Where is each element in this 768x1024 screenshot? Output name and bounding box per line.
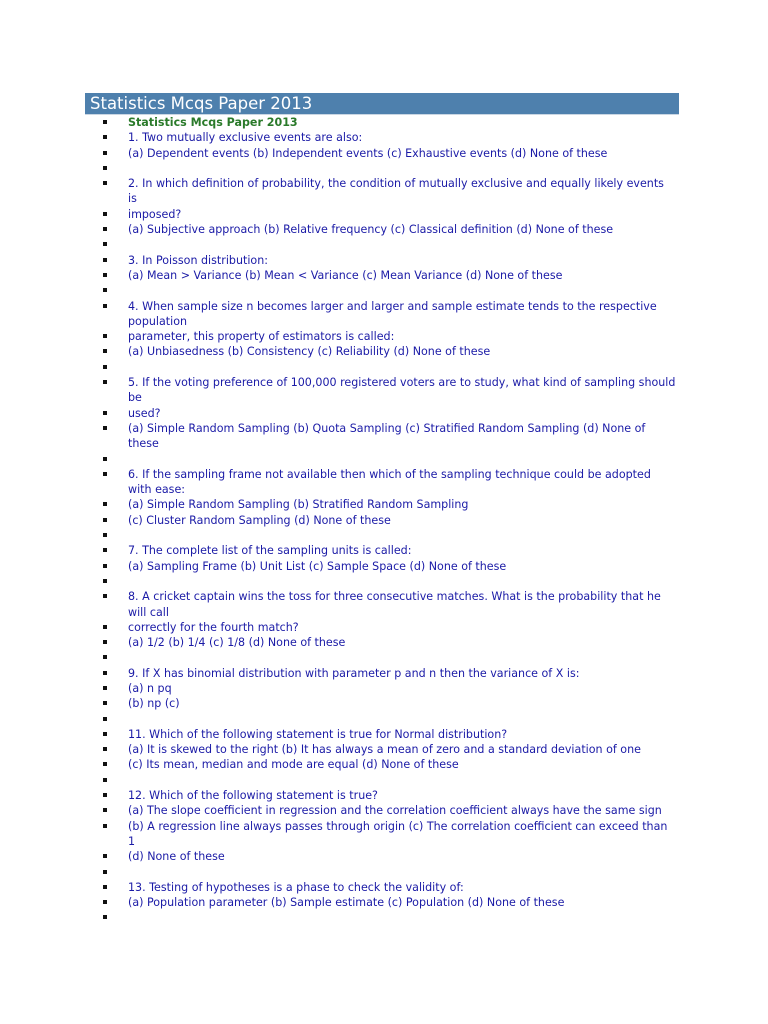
bullet-icon bbox=[103, 655, 107, 659]
list-item bbox=[0, 773, 676, 788]
bullet-icon bbox=[103, 762, 107, 766]
list-item bbox=[0, 452, 676, 467]
page-title: Statistics Mcqs Paper 2013 bbox=[85, 93, 679, 114]
list-item bbox=[0, 283, 676, 298]
bullet-icon bbox=[103, 778, 107, 782]
list-item-text: (a) n pq bbox=[128, 681, 172, 695]
bullet-icon bbox=[103, 120, 107, 124]
list-item-text: 12. Which of the following statement is true? bbox=[128, 789, 378, 803]
bullet-icon bbox=[103, 579, 107, 583]
bullet-icon bbox=[103, 885, 107, 889]
list-item-text: (b) np (c) bbox=[128, 697, 180, 711]
list-item-text: (a) It is skewed to the right (b) It has always a mean of zero and a standard deviation of one bbox=[128, 743, 641, 757]
bullet-icon bbox=[103, 915, 107, 919]
list-item-text: 11. Which of the following statement is true for Normal distribution? bbox=[128, 727, 508, 741]
list-item-text: (b) A regression line always passes through origin (c) The correlation coefficient can exceed than 1 bbox=[128, 819, 668, 848]
list-item bbox=[0, 130, 676, 145]
list-item bbox=[0, 574, 676, 589]
list-item bbox=[0, 406, 676, 421]
list-item bbox=[0, 788, 676, 803]
bullet-icon bbox=[103, 518, 107, 522]
list-item bbox=[0, 819, 676, 850]
bullet-icon bbox=[103, 594, 107, 598]
list-item bbox=[0, 528, 676, 543]
bullet-icon bbox=[103, 640, 107, 644]
list-item-text: correctly for the fourth match? bbox=[128, 620, 299, 634]
list-item bbox=[0, 207, 676, 222]
bullet-icon bbox=[103, 365, 107, 369]
list-item-text: (a) Mean > Variance (b) Mean < Variance (c) Mean Variance (d) None of these bbox=[128, 268, 563, 282]
bullet-icon bbox=[103, 304, 107, 308]
bullet-icon bbox=[103, 135, 107, 139]
bullet-icon bbox=[103, 502, 107, 506]
list-item bbox=[0, 329, 676, 344]
list-item bbox=[0, 222, 676, 237]
bullet-icon bbox=[103, 242, 107, 246]
bullet-icon bbox=[103, 732, 107, 736]
list-item-text: (d) None of these bbox=[128, 850, 225, 864]
list-item bbox=[0, 344, 676, 359]
list-item-text: 1. Two mutually exclusive events are also: bbox=[128, 131, 363, 145]
bullet-icon bbox=[103, 824, 107, 828]
list-item bbox=[0, 865, 676, 880]
list-item-text: (c) Cluster Random Sampling (d) None of these bbox=[128, 513, 391, 527]
list-item bbox=[0, 895, 676, 910]
bullet-icon bbox=[103, 288, 107, 292]
list-item bbox=[0, 237, 676, 252]
list-item-text: used? bbox=[128, 406, 161, 420]
list-item bbox=[0, 161, 676, 176]
list-item bbox=[0, 803, 676, 818]
bullet-icon bbox=[103, 686, 107, 690]
list-item-text: (a) Population parameter (b) Sample estimate (c) Population (d) None of these bbox=[128, 896, 565, 910]
list-item bbox=[0, 727, 676, 742]
list-item-text: (a) Subjective approach (b) Relative frequency (c) Classical definition (d) None of these bbox=[128, 223, 614, 237]
list-item-text: (c) Its mean, median and mode are equal (d) None of these bbox=[128, 758, 459, 772]
bullet-icon bbox=[103, 212, 107, 216]
bullet-icon bbox=[103, 671, 107, 675]
list-item bbox=[0, 467, 676, 498]
list-item bbox=[0, 513, 676, 528]
list-item bbox=[0, 268, 676, 283]
bullet-icon bbox=[103, 747, 107, 751]
list-item-text: 8. A cricket captain wins the toss for three consecutive matches. What is the probability that he will call bbox=[128, 590, 661, 619]
list-item bbox=[0, 176, 676, 207]
list-item-text: (a) Dependent events (b) Independent events (c) Exhaustive events (d) None of these bbox=[128, 146, 608, 160]
list-item-text: 2. In which definition of probability, the condition of mutually exclusive and equally likely events is bbox=[128, 177, 664, 206]
list-item-text: parameter, this property of estimators is called: bbox=[128, 330, 395, 344]
bullet-icon bbox=[103, 258, 107, 262]
list-item bbox=[0, 589, 676, 620]
bullet-icon bbox=[103, 625, 107, 629]
list-item bbox=[0, 375, 676, 406]
bullet-icon bbox=[103, 151, 107, 155]
bullet-icon bbox=[103, 411, 107, 415]
bullet-icon bbox=[103, 793, 107, 797]
bullet-icon bbox=[103, 472, 107, 476]
list-item-text: (a) Simple Random Sampling (b) Quota Sampling (c) Stratified Random Sampling (d) None of these bbox=[128, 421, 646, 451]
list-item bbox=[0, 880, 676, 895]
bullet-icon bbox=[103, 380, 107, 384]
list-item bbox=[0, 146, 676, 161]
list-item bbox=[0, 849, 676, 864]
list-item-text: 6. If the sampling frame not available then which of the sampling technique could be adopted with ease: bbox=[128, 467, 651, 497]
list-item-text: Statistics Mcqs Paper 2013 bbox=[128, 116, 298, 129]
list-item-text: 4. When sample size n becomes larger and larger and sample estimate tends to the respective population bbox=[128, 299, 657, 328]
list-item bbox=[0, 650, 676, 665]
bullet-icon bbox=[103, 854, 107, 858]
list-item bbox=[0, 635, 676, 650]
list-item bbox=[0, 299, 676, 330]
list-item bbox=[0, 712, 676, 727]
bullet-icon bbox=[103, 426, 107, 430]
question-list bbox=[0, 115, 768, 926]
list-heading bbox=[0, 115, 676, 130]
list-item-text: (a) Sampling Frame (b) Unit List (c) Sample Space (d) None of these bbox=[128, 559, 507, 573]
list-item-text: 7. The complete list of the sampling units is called: bbox=[128, 544, 412, 558]
list-item-text: 5. If the voting preference of 100,000 registered voters are to study, what kind of sampling should be bbox=[128, 376, 676, 405]
bullet-icon bbox=[103, 533, 107, 537]
list-item bbox=[0, 757, 676, 772]
list-item bbox=[0, 666, 676, 681]
bullet-icon bbox=[103, 564, 107, 568]
bullet-icon bbox=[103, 870, 107, 874]
list-item bbox=[0, 620, 676, 635]
list-item-text: (a) Unbiasedness (b) Consistency (c) Reliability (d) None of these bbox=[128, 345, 491, 359]
list-item bbox=[0, 421, 676, 452]
bullet-icon bbox=[103, 701, 107, 705]
bullet-icon bbox=[103, 273, 107, 277]
list-item bbox=[0, 696, 676, 711]
bullet-icon bbox=[103, 808, 107, 812]
list-item-text: 9. If X has binomial distribution with parameter p and n then the variance of X is: bbox=[128, 666, 580, 680]
bullet-icon bbox=[103, 334, 107, 338]
list-item-text: (a) 1/2 (b) 1/4 (c) 1/8 (d) None of these bbox=[128, 636, 346, 650]
list-item-text: (a) The slope coefficient in regression and the correlation coefficient always have the same sign bbox=[128, 804, 662, 818]
list-item-text: 3. In Poisson distribution: bbox=[128, 253, 268, 267]
bullet-icon bbox=[103, 457, 107, 461]
list-item-text: 13. Testing of hypotheses is a phase to check the validity of: bbox=[128, 880, 464, 894]
list-item bbox=[0, 253, 676, 268]
bullet-icon bbox=[103, 717, 107, 721]
list-item bbox=[0, 681, 676, 696]
bullet-icon bbox=[103, 227, 107, 231]
list-item-text: imposed? bbox=[128, 207, 182, 221]
bullet-icon bbox=[103, 900, 107, 904]
list-item bbox=[0, 559, 676, 574]
list-item bbox=[0, 910, 676, 925]
bullet-icon bbox=[103, 548, 107, 552]
list-item-text: (a) Simple Random Sampling (b) Stratified Random Sampling bbox=[128, 498, 469, 512]
bullet-icon bbox=[103, 349, 107, 353]
list-item bbox=[0, 742, 676, 757]
bullet-icon bbox=[103, 181, 107, 185]
bullet-icon bbox=[103, 166, 107, 170]
list-item bbox=[0, 543, 676, 558]
list-item bbox=[0, 360, 676, 375]
list-item bbox=[0, 497, 676, 512]
